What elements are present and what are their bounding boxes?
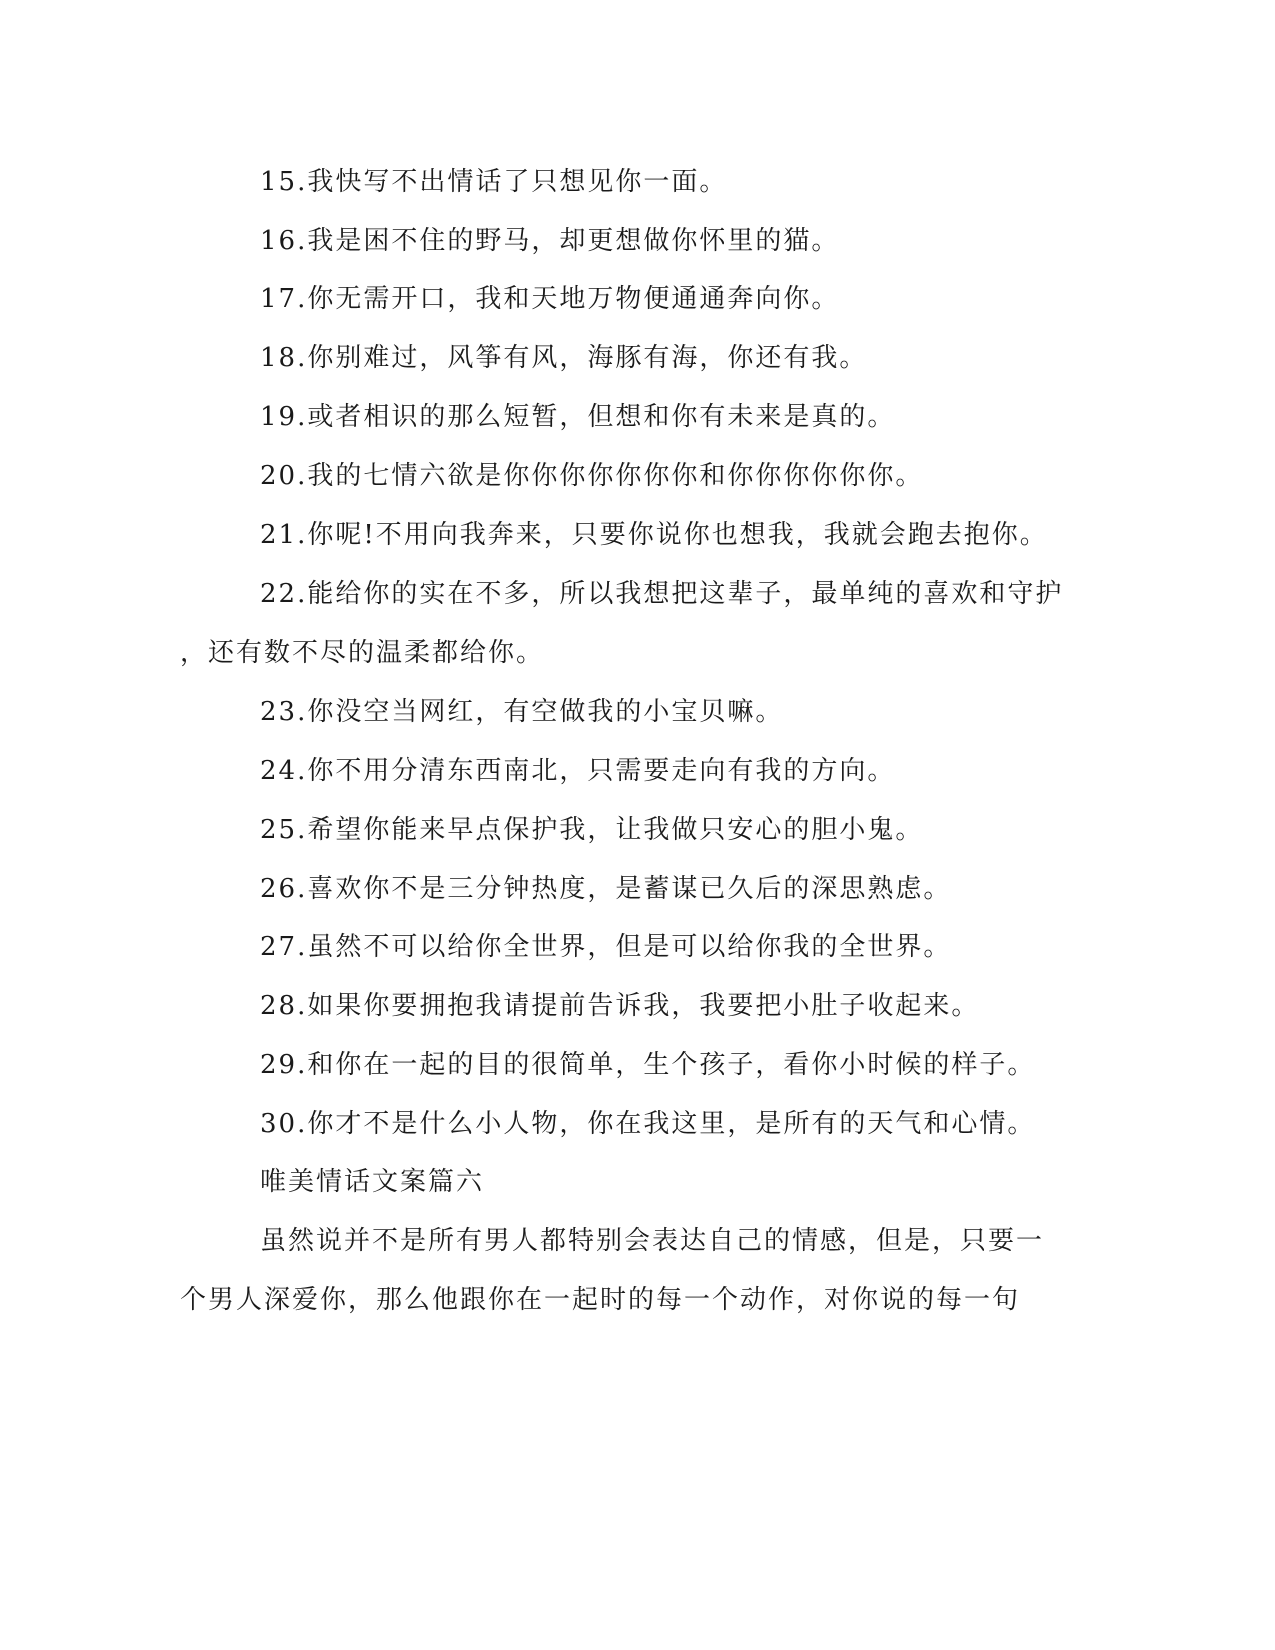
list-item: 20.我的七情六欲是你你你你你你你和你你你你你你。 [260,461,924,491]
list-item: 15.我快写不出情话了只想见你一面。 [260,167,728,197]
list-item: 22.能给你的实在不多，所以我想把这辈子，最单纯的喜欢和守护 [260,579,1064,609]
list-item: 18.你别难过，风筝有风，海豚有海，你还有我。 [260,343,868,373]
paragraph-line: 个男人深爱你，那么他跟你在一起时的每一个动作，对你说的每一句 [180,1285,1021,1315]
list-item: 27.虽然不可以给你全世界，但是可以给你我的全世界。 [260,932,952,962]
section-heading: 唯美情话文案篇六 [260,1167,485,1197]
list-item: 30.你才不是什么小人物，你在我这里，是所有的天气和心情。 [260,1109,1036,1139]
list-item: 24.你不用分清东西南北，只需要走向有我的方向。 [260,756,896,786]
list-item: 23.你没空当网红，有空做我的小宝贝嘛。 [260,697,784,727]
paragraph-line: 虽然说并不是所有男人都特别会表达自己的情感，但是，只要一 [260,1226,1045,1256]
list-item: 28.如果你要拥抱我请提前告诉我，我要把小肚子收起来。 [260,991,980,1021]
list-item-continuation: ，还有数不尽的温柔都给你。 [180,638,545,668]
list-item: 19.或者相识的那么短暂，但想和你有未来是真的。 [260,402,896,432]
list-item: 29.和你在一起的目的很简单，生个孩子，看你小时候的样子。 [260,1050,1036,1080]
list-item: 21.你呢!不用向我奔来，只要你说你也想我，我就会跑去抱你。 [260,520,1048,550]
list-item: 17.你无需开口，我和天地万物便通通奔向你。 [260,284,840,314]
list-item: 16.我是困不住的野马，却更想做你怀里的猫。 [260,226,840,256]
list-item: 26.喜欢你不是三分钟热度，是蓄谋已久后的深思熟虑。 [260,874,952,904]
list-item: 25.希望你能来早点保护我，让我做只安心的胆小鬼。 [260,815,924,845]
